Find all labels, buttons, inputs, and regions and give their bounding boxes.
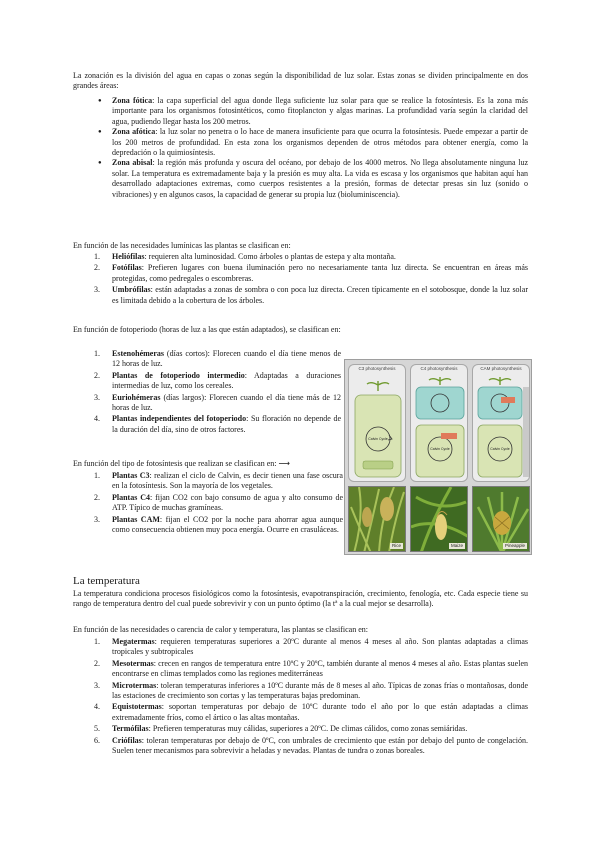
item-term: Termófilas (112, 724, 149, 734)
calvin-cycle-label: Calvin Cycle (368, 437, 388, 441)
item-term: Criófilas (112, 735, 142, 745)
side-strip (523, 387, 529, 477)
photoperiod-item (94, 414, 341, 435)
photo-caption: Maize (450, 543, 463, 548)
light-intro: En función de las necesidades lumínicas las plantas se clasifican en: (73, 241, 291, 250)
item-text: : fijan el CO2 por la noche para ahorrar agua aunque como consecuencia obtienen muy poca energía. Ocurre en crasuláceas. (112, 514, 343, 535)
reaction-box (501, 397, 515, 403)
zone-item-abisal (94, 158, 528, 200)
light-item (94, 285, 528, 306)
item-term: Umbrófilas (112, 285, 151, 295)
item-text: : toleran temperaturas por debajo de 0ºC, con umbrales de crecimiento que están por debajo del punto de congelación. Suelen tener mecanismos para sobrevivir a heladas y nevadas. Plantas de tundra o zonas boreales. (112, 735, 528, 756)
item-number: 1. (94, 471, 100, 480)
photoperiod-list (94, 349, 341, 435)
item-number: 5. (94, 724, 100, 734)
photoperiod-item (94, 371, 341, 392)
calvin-cycle-label: Calvin Cycle (430, 447, 450, 451)
plant-sprout-icon (429, 377, 451, 385)
panel-title: CAM photosynthesis (480, 366, 522, 371)
item-term: Estenohémeras (112, 349, 164, 358)
item-term: Megatermas (112, 637, 155, 646)
calvin-cycle-label: Calvin Cycle (490, 447, 510, 451)
photoperiod-item (94, 393, 341, 414)
item-term: Microtermas (112, 680, 157, 690)
light-list (94, 252, 528, 306)
panel-title: C4 photosynthesis (420, 366, 458, 371)
light-item (94, 252, 528, 262)
item-term: Mesotermas (112, 658, 154, 668)
item-term: Euriohémeras (112, 392, 161, 402)
night-phase-cell (478, 387, 522, 419)
item-text: : requieren alta luminosidad. Como árboles o plantas de estepa y alta montaña. (144, 252, 396, 261)
reaction-box (441, 433, 457, 439)
temperature-intro: La temperatura condiciona procesos fisiológicos como la fotosíntesis, evapotranspiración, crecimiento, fenología, etc. Cada especie tiene su rango de temperatura dentro del cual puede sobrevivir y con un punto óptimo (la tª a la cual mejor se desarrolla). (73, 589, 528, 609)
item-text: : realizan el ciclo de Calvin, es decir tienen una fase oscura en la fotosíntesis. Son la mayoría de los vegetales. (112, 471, 343, 491)
item-term: Plantas independientes del fotoperiodo (112, 414, 247, 424)
item-text: : Prefieren lugares con buena iluminación pero no necesariamente tanta luz directa. Se encuentran en áreas más protegidas, como pedregales o escombreras. (112, 263, 528, 283)
photo-caption: Rice (391, 543, 401, 548)
panel-title: C3 photosynthesis (358, 366, 396, 371)
item-number: 6. (94, 735, 100, 745)
item-number: 1. (94, 252, 100, 261)
mesophyll-cell (416, 387, 464, 419)
cam-leaf-diagram (473, 373, 531, 483)
item-text: : Prefieren temperaturas muy cálidas, superiores a 20ºC. De climas cálidos, como zonas semiáridas. (148, 724, 468, 734)
pineapple-photo (472, 486, 530, 552)
item-term: Plantas de fotoperiodo intermedio (112, 370, 245, 380)
photosynthesis-list (94, 471, 343, 535)
day-phase-cell (478, 425, 522, 477)
temperature-item (94, 681, 528, 702)
item-text: : requieren temperaturas superiores a 20ºC durante al menos 4 meses al año. Son plantas adaptadas a climas tropicales y subtropicales (112, 637, 528, 657)
maize-photo (410, 486, 468, 552)
photosynthesis-figure (344, 359, 532, 555)
zone-text: : la capa superficial del agua donde llega suficiente luz solar para que se realice la fotosíntesis. Es la zona más importante para los organismos fotosintéticos, como fitoplancton y algas marinas. La profundidad varía según la claridad del agua, pudiendo llegar hasta los 200 metros. (112, 96, 529, 126)
item-number: 3. (94, 514, 100, 524)
photosynthesis-item (94, 515, 343, 536)
item-number: 3. (94, 680, 100, 690)
item-number: 1. (94, 637, 100, 646)
item-term: Fotófilas (112, 263, 142, 273)
temperature-item (94, 736, 528, 757)
item-number: 2. (94, 370, 100, 380)
temperature-list (94, 637, 528, 756)
item-term: Heliófilas (112, 252, 145, 261)
plant-sprout-icon (489, 377, 511, 385)
plant-sprout-icon (367, 381, 389, 391)
item-text: : Adaptadas a duraciones intermedias de luz, como los cereales. (112, 370, 342, 391)
zones-list (94, 96, 528, 200)
item-term: Equistotermas (112, 702, 162, 712)
temperature-item (94, 637, 528, 658)
item-text: (días cortos): Florecen cuando el día tiene menos de 12 horas de luz. (112, 349, 341, 369)
temperature-heading: La temperatura (73, 575, 140, 587)
zone-item-fotica (94, 96, 528, 127)
item-text: : soportan temperaturas por debajo de 10ºC durante todo el año por lo que están adaptadas a climas extremadamente fríos, como el ártico o las altas montañas. (112, 702, 528, 722)
photosynthesis-item (94, 493, 343, 514)
photosynthesis-intro (73, 459, 343, 469)
item-term: Plantas C4 (112, 492, 150, 502)
item-number: 2. (94, 492, 100, 502)
item-text: : fijan CO2 con bajo consumo de agua y alto consumo de ATP. Típico de muchas gramíneas. (112, 492, 343, 513)
c3-leaf-diagram (349, 373, 407, 483)
item-text: : toleran temperaturas inferiores a 10ºC durante más de 8 meses al año. Típicas de zonas frías o montañosas, donde las estaciones de crecimiento son cortas y las temperaturas bajas predominan. (112, 680, 528, 701)
item-number: 3. (94, 285, 100, 295)
item-text: : crecen en rangos de temperatura entre 10ºC y 20ºC, también durante al menos 4 meses al año. Estas plantas suelen encontrarse en climas templados como las regiones mediterráneas (112, 658, 528, 679)
temperature-item (94, 702, 528, 723)
photosynthesis-item (94, 471, 343, 492)
bundle-sheath-cell (416, 425, 464, 477)
temperature-intro-2: En función de las necesidades o carencia de calor y temperatura, las plantas se clasifican en: (73, 625, 368, 634)
zone-text: : la luz solar no penetra o lo hace de manera insuficiente para que ocurra la fotosíntesis. Puede empezar a partir de los 200 metros de profundidad. En esta zona los organismos dependen de otros métodos para obtener energía, como la depredación o la quimiosíntesis. (112, 127, 528, 158)
item-text: : están adaptadas a zonas de sombra o con poca luz directa. Crecen típicamente en el sotobosque, donde la luz solar es limitada debido a la cobertura de los árboles. (112, 285, 528, 305)
c3-diagram-panel (348, 364, 406, 482)
zone-text: : la región más profunda y oscura del océano, por debajo de los 4000 metros. No llega absolutamente ninguna luz solar. La temperatura es extremadamente baja y la presión es muy alta. La vida es escasa y los organismos que habitan aquí han desarrollado adaptaciones extremas, como cuerpos resistentes a la presión, formas de detectar presas sin luz (sonido o vibraciones) y en algunos casos, la capacidad de generar su propia luz (bioluminiscencia). (112, 158, 529, 199)
item-term: Plantas C3 (112, 471, 150, 480)
temperature-item (94, 724, 528, 734)
item-term: Plantas CAM (112, 514, 160, 524)
light-item (94, 263, 528, 284)
zonation-intro: La zonación es la división del agua en capas o zonas según la disponibilidad de luz solar. Estas zonas se dividen principalmente en dos grandes áreas: (73, 71, 528, 91)
item-number: 2. (94, 658, 100, 668)
arrow-icon: ⟶ (278, 459, 290, 468)
temperature-item (94, 659, 528, 680)
zone-term: Zona abisal (112, 158, 153, 168)
item-number: 1. (94, 349, 100, 358)
item-number: 4. (94, 702, 100, 712)
photo-caption: Pineapple (504, 543, 525, 548)
rice-photo (348, 486, 406, 552)
chloroplast-box (363, 461, 393, 469)
c4-diagram-panel (410, 364, 468, 482)
item-number: 3. (94, 392, 100, 402)
photoperiod-item (94, 349, 341, 370)
zone-term: Zona afótica (112, 127, 156, 137)
photoperiod-intro: En función de fotoperiodo (horas de luz a las que están adaptados), se clasifican en: (73, 325, 341, 334)
zone-term: Zona fótica (112, 96, 153, 105)
c4-leaf-diagram (411, 373, 469, 483)
item-text: : Su floración no depende de la duración del día, sino de otros factores. (112, 414, 342, 434)
photosynthesis-intro-text: En función del tipo de fotosíntesis que realizan se clasifican en: (73, 459, 277, 468)
item-text: (días largos): Florecen cuando el día tiene más de 12 horas de luz. (112, 392, 341, 413)
cam-diagram-panel (472, 364, 530, 482)
item-number: 2. (94, 263, 100, 273)
item-number: 4. (94, 414, 100, 424)
zone-item-afotica (94, 127, 528, 158)
